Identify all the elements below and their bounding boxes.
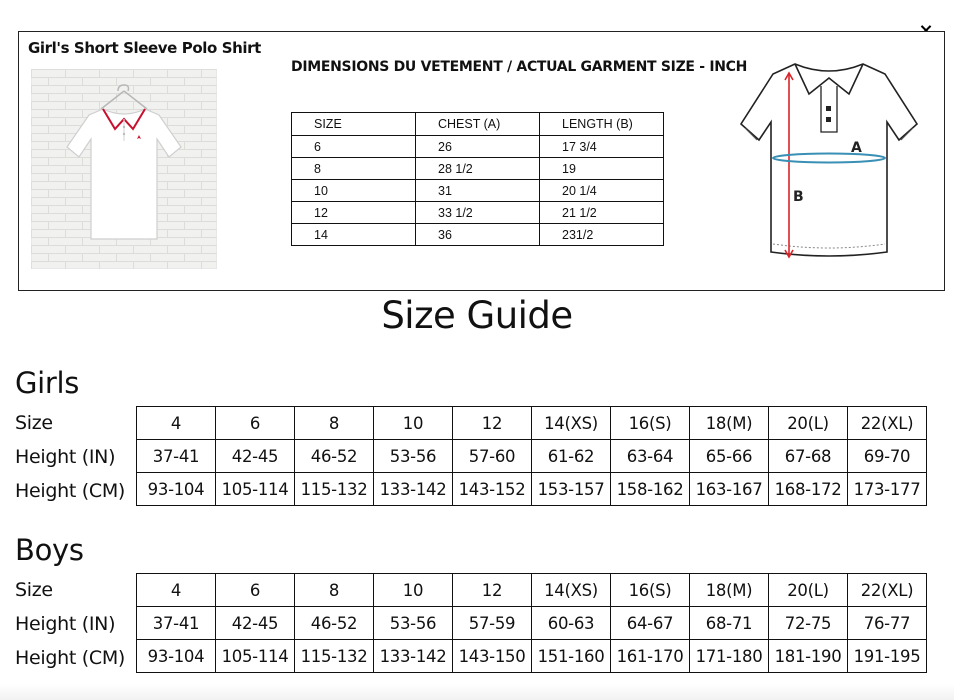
height-cm-cell: 168-172 [769,473,848,506]
height-in-cell: 46-52 [295,607,374,640]
height-in-cell: 53-56 [374,440,453,473]
boys-size-table [136,573,927,673]
height-in-cell: 57-59 [453,607,532,640]
height-cm-cell: 151-160 [532,640,611,673]
dimensions-heading: DIMENSIONS DU VETEMENT / ACTUAL GARMENT SIZE - INCH [291,59,748,75]
size-cell: 8 [295,574,374,607]
chest-cell: 36 [416,224,540,246]
height-in-cell: 37-41 [137,440,216,473]
boys-height-cm-label: Height (CM) [15,647,126,669]
table-row [137,640,927,673]
diagram-label-a: A [851,140,862,156]
size-cell: 14(XS) [532,574,611,607]
size-cell: 12 [453,574,532,607]
table-row [292,224,664,246]
length-cell: 231/2 [540,224,664,246]
chest-cell: 31 [416,180,540,202]
page-title: Size Guide [381,294,573,337]
size-cell: 18(M) [690,574,769,607]
size-cell: 22(XL) [848,574,927,607]
garment-dimensions-table [291,112,664,246]
size-cell: 20(L) [769,407,848,440]
girls-height-cm-label: Height (CM) [15,480,126,502]
height-cm-cell: 105-114 [216,640,295,673]
height-in-cell: 42-45 [216,440,295,473]
table-row [292,158,664,180]
size-cell: 16(S) [611,574,690,607]
table-row [137,407,927,440]
length-cell: 21 1/2 [540,202,664,224]
table-row [292,180,664,202]
size-cell: 10 [292,180,416,202]
height-cm-cell: 115-132 [295,640,374,673]
height-in-cell: 37-41 [137,607,216,640]
height-in-cell: 46-52 [295,440,374,473]
column-header-length: LENGTH (B) [540,113,664,136]
height-in-cell: 63-64 [611,440,690,473]
height-cm-cell: 163-167 [690,473,769,506]
height-in-cell: 64-67 [611,607,690,640]
column-header-size: SIZE [292,113,416,136]
shirt-measurement-diagram [737,56,921,268]
size-cell: 10 [374,574,453,607]
height-in-cell: 57-60 [453,440,532,473]
size-cell: 8 [292,158,416,180]
product-photo [31,69,217,269]
length-cell: 17 3/4 [540,136,664,158]
chest-cell: 33 1/2 [416,202,540,224]
size-cell: 6 [292,136,416,158]
height-cm-cell: 161-170 [611,640,690,673]
size-cell: 6 [216,407,295,440]
column-header-chest: CHEST (A) [416,113,540,136]
girls-size-table [136,406,927,506]
height-cm-cell: 171-180 [690,640,769,673]
length-cell: 20 1/4 [540,180,664,202]
size-cell: 8 [295,407,374,440]
size-cell: 4 [137,574,216,607]
table-row [292,202,664,224]
height-in-cell: 76-77 [848,607,927,640]
garment-size-card [18,31,945,291]
height-cm-cell: 143-152 [453,473,532,506]
height-cm-cell: 105-114 [216,473,295,506]
size-cell: 16(S) [611,407,690,440]
height-cm-cell: 93-104 [137,640,216,673]
size-cell: 20(L) [769,574,848,607]
height-cm-cell: 158-162 [611,473,690,506]
length-cell: 19 [540,158,664,180]
chest-cell: 28 1/2 [416,158,540,180]
height-in-cell: 68-71 [690,607,769,640]
boys-section-title: Boys [15,533,84,567]
size-cell: 18(M) [690,407,769,440]
diagram-label-b: B [793,189,804,205]
size-cell: 22(XL) [848,407,927,440]
chest-cell: 26 [416,136,540,158]
product-title: Girl's Short Sleeve Polo Shirt [28,39,261,57]
table-row [137,574,927,607]
size-cell: 10 [374,407,453,440]
size-cell: 4 [137,407,216,440]
height-cm-cell: 133-142 [374,473,453,506]
height-in-cell: 42-45 [216,607,295,640]
height-in-cell: 60-63 [532,607,611,640]
size-cell: 12 [453,407,532,440]
height-in-cell: 65-66 [690,440,769,473]
height-in-cell: 72-75 [769,607,848,640]
height-cm-cell: 181-190 [769,640,848,673]
girls-size-label: Size [15,412,53,434]
table-row [137,440,927,473]
height-cm-cell: 153-157 [532,473,611,506]
bottom-shade [0,684,954,700]
size-cell: 12 [292,202,416,224]
height-in-cell: 69-70 [848,440,927,473]
girls-height-in-label: Height (IN) [15,446,116,468]
boys-size-label: Size [15,579,53,601]
height-cm-cell: 191-195 [848,640,927,673]
size-cell: 14 [292,224,416,246]
table-row [292,136,664,158]
height-in-cell: 53-56 [374,607,453,640]
girls-section-title: Girls [15,366,80,400]
height-cm-cell: 93-104 [137,473,216,506]
table-row [137,473,927,506]
height-in-cell: 61-62 [532,440,611,473]
size-cell: 14(XS) [532,407,611,440]
height-cm-cell: 133-142 [374,640,453,673]
height-cm-cell: 115-132 [295,473,374,506]
height-in-cell: 67-68 [769,440,848,473]
table-row [137,607,927,640]
size-cell: 6 [216,574,295,607]
height-cm-cell: 143-150 [453,640,532,673]
boys-height-in-label: Height (IN) [15,613,116,635]
height-cm-cell: 173-177 [848,473,927,506]
